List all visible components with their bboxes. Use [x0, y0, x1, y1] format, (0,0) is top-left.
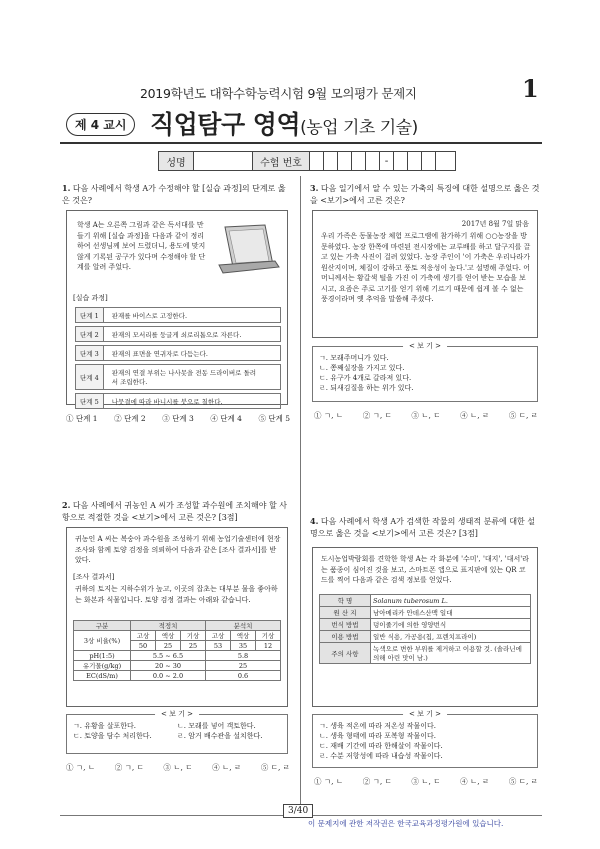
q1-section-label: [실습 과정]: [73, 294, 108, 302]
q1-step-tag: 단계 1: [76, 308, 104, 322]
table-cell: Solanum tuberosum L.: [371, 595, 531, 607]
id-digit[interactable]: [352, 152, 366, 170]
page-total: 40: [296, 806, 309, 816]
table-cell: 25: [206, 661, 281, 671]
choice[interactable]: ① ㄱ, ㄴ: [314, 411, 344, 420]
table-cell: 원 산 지: [320, 607, 371, 619]
exam-title: 2019학년도 대학수학능력시험 9월 모의평가 문제지: [140, 86, 417, 101]
q2-bogi-box: [66, 710, 288, 754]
choice[interactable]: ③ ㄴ, ㄷ: [411, 411, 441, 420]
bogi-item: ㄹ. 암거 배수관을 설치한다.: [177, 732, 263, 740]
q4-stem-text: 다음 사례에서 학생 A가 검색한 작물의 생태적 분류에 대한 설명으로 옳은 것을 <보기>에서 고른 것은? [3점]: [310, 517, 536, 538]
q1-step-tag: 단계 3: [76, 346, 104, 360]
id-digit[interactable]: [436, 152, 455, 170]
id-digit[interactable]: [394, 152, 408, 170]
subject-title: [150, 105, 418, 141]
choice[interactable]: ① 단계 1: [66, 414, 98, 423]
table-cell: 덩이줄기에 의한 영양번식: [371, 619, 531, 631]
page-marker: 1: [522, 74, 539, 103]
q2-paragraph: 귀농인 A 씨는 복숭아 과수원을 조성하기 위해 농업기술센터에 현장 조사와 함께 토양 검정을 의뢰하여 다음과 같은 [조사 결과서]를 받았다.: [75, 535, 281, 564]
id-dash: -: [380, 152, 394, 170]
page-current: 3: [288, 806, 294, 816]
choice[interactable]: ① ㄱ, ㄴ: [314, 777, 344, 786]
bogi-item: ㄴ. 생육 형태에 따라 포복형 작물이다.: [319, 732, 437, 740]
table-cell: 고상: [206, 631, 231, 641]
subject-main: 직업탐구 영역: [150, 110, 301, 139]
table-cell: 12: [256, 641, 281, 651]
choice[interactable]: ② ㄱ, ㄷ: [362, 777, 392, 786]
table-cell: 녹색으로 변한 부위를 제거하고 이용할 것. (솔라닌에 의해 아린 맛이 남.): [371, 643, 531, 664]
choice[interactable]: ⑤ ㄷ, ㄹ: [508, 411, 538, 420]
table-header: 구분: [74, 621, 131, 631]
bogi-item: ㄴ. 쫑째실장을 가지고 있다.: [319, 364, 405, 372]
table-cell: 25: [156, 641, 181, 651]
table-cell: 액상: [156, 631, 181, 641]
choice[interactable]: ④ 단계 4: [210, 414, 242, 423]
bogi-item: ㄱ. 생육 적온에 따라 저온성 작물이다.: [319, 722, 437, 730]
table-cell: 53: [206, 641, 231, 651]
q2-case-box: [66, 527, 288, 707]
q4-paragraph: 도시농업박람회를 견학한 학생 A는 각 화분에 '수미', '대지', '대서'라는 품종이 심어진 것을 보고, 스마트폰 앱으로 표지판에 있는 QR 코드를 찍어 다음과 같은 검색 정보를 얻었다.: [321, 555, 529, 584]
q1-step: [75, 307, 281, 323]
table-cell: 학 명: [320, 595, 371, 607]
id-digit[interactable]: [338, 152, 352, 170]
choice[interactable]: ② ㄱ, ㄷ: [114, 763, 144, 772]
q3-choices: [314, 410, 538, 421]
q1-choices: [66, 413, 290, 424]
q1-stem: [62, 183, 290, 206]
q4-choices: [314, 776, 538, 787]
copyright-notice: 이 문제지에 관한 저작권은 한국교육과정평가원에 있습니다.: [308, 819, 504, 828]
table-cell: 35: [231, 641, 256, 651]
q2-paragraph2: 귀하의 토지는 지하수위가 높고, 이곳의 잡초는 대부분 물을 좋아하는 화본과 식물입니다. 토양 검정 결과는 아래와 같습니다.: [75, 585, 278, 604]
period-badge: 제 4 교시: [66, 113, 135, 136]
q3-bogi-box: [312, 342, 538, 402]
id-label: 수험 번호: [253, 152, 310, 170]
q1-case-box: [66, 210, 288, 405]
bogi-item: ㄱ. 유황을 살포한다.: [73, 722, 136, 730]
q4-case-box: [312, 547, 538, 707]
table-cell: 일반 식용, 가공용(칩, 프렌치프라이): [371, 631, 531, 643]
q1-step-tag: 단계 5: [76, 394, 104, 408]
bogi-item: ㄹ. 되새김질을 하는 위가 있다.: [319, 384, 414, 392]
q1-step-text: 판재를 바이스로 고정한다.: [111, 311, 188, 320]
choice[interactable]: ③ 단계 3: [162, 414, 194, 423]
bogi-item: ㄹ. 수분 저항성에 따라 내습성 작물이다.: [319, 752, 443, 760]
bogi-item: ㄷ. 재배 기간에 따라 한해살이 작물이다.: [319, 742, 443, 750]
choice[interactable]: ⑤ ㄷ, ㄹ: [508, 777, 538, 786]
table-header: 분석치: [206, 621, 281, 631]
id-digit[interactable]: [408, 152, 422, 170]
table-cell: EC(dS/m): [74, 671, 131, 681]
table-cell: 남아메리카 안데스산맥 일대: [371, 607, 531, 619]
bogi-item: ㄴ. 모래를 넣어 객토한다.: [177, 722, 256, 730]
id-digit[interactable]: [422, 152, 436, 170]
page-number: 3/40: [283, 804, 313, 818]
column-divider: [300, 176, 301, 816]
choice[interactable]: ④ ㄴ, ㄹ: [212, 763, 242, 772]
header-rule: [60, 142, 542, 144]
id-digit[interactable]: [310, 152, 324, 170]
q1-paragraph: 학생 A는 오른쪽 그림과 같은 독서대를 만들기 위해 [실습 과정]을 다음과 같이 정리하여 선생님께 보여 드렸더니, 용도에 맞지 않게 기록된 공구가 있다며 수정해야 할 단계를 알려 주었다.: [77, 221, 206, 271]
choice[interactable]: ① ㄱ, ㄴ: [66, 763, 96, 772]
bogi-item: ㄱ. 모래주머니가 있다.: [319, 354, 389, 362]
q3-stem-text: 다음 일기에서 알 수 있는 가축의 특징에 대한 설명으로 옳은 것을 <보기>에서 고른 것은?: [310, 184, 540, 205]
choice[interactable]: ④ ㄴ, ㄹ: [460, 777, 490, 786]
q1-step: [75, 393, 281, 409]
table-cell: 유기물(g/kg): [74, 661, 131, 671]
choice[interactable]: ③ ㄴ, ㄷ: [411, 777, 441, 786]
q1-stem-text: 다음 사례에서 학생 A가 수정해야 할 [실습 과정]의 단계로 옳은 것은?: [62, 184, 286, 205]
table-cell: pH(1:5): [74, 651, 131, 661]
bogi-title: < 보 기 >: [403, 709, 447, 719]
q1-step-list: [75, 307, 281, 412]
table-cell: 0.6: [206, 671, 281, 681]
q4-number: 4.: [310, 516, 319, 526]
table-cell: 5.5 ~ 6.5: [131, 651, 206, 661]
q1-step-tag: 단계 2: [76, 327, 104, 341]
choice[interactable]: ⑤ 단계 5: [258, 414, 290, 423]
table-cell: 25: [181, 641, 206, 651]
bogi-item: ㄷ. 토양을 담수 처리한다.: [73, 732, 152, 740]
q3-diary-box: [312, 210, 538, 338]
table-cell: 액상: [231, 631, 256, 641]
choice[interactable]: ② 단계 2: [114, 414, 146, 423]
name-id-box: [158, 151, 456, 171]
q2-number: 2.: [62, 500, 71, 510]
q1-step-text: 판재의 표면을 연귀자로 다듬는다.: [111, 349, 208, 358]
q1-number: 1.: [62, 183, 71, 193]
crop-info-table: [319, 594, 531, 664]
q4-bogi-box: [312, 710, 538, 768]
table-cell: 이용 방법: [320, 631, 371, 643]
q3-paragraph: 우리 가족은 동물농장 체험 프로그램에 참가하기 위해 ○○농장을 방문하였다. 농장 한쪽에 마련된 전시장에는 교루배를 하고 달구지를 끌고 있는 가축 사진이 걸려 있었다. 농장 주인이 '이 가축은 우리나라가 원산지이며, 체질이 강하고 풍토 적응성이 높다.'고 설명해 주었다. 어머니께서는 황갈색 털을 가진 이 가축에 생기를 얻어 받는 모습을 보시고, 요즘은 주로 고기를 얻기 위해 기르기 때문에 쉽게 볼 수 없는 풍경이라며 옛 추억을 말씀해 주셨다.: [321, 232, 531, 303]
q2-stem: [62, 500, 290, 523]
id-digit[interactable]: [324, 152, 338, 170]
table-cell: 0.0 ~ 2.0: [131, 671, 206, 681]
table-header: 적정치: [131, 621, 206, 631]
q2-stem-text: 다음 사례에서 귀농인 A 씨가 조성할 과수원에 조치해야 할 사항으로 적절한 것을 <보기>에서 고른 것은? [3점]: [62, 501, 288, 522]
table-cell: 기상: [256, 631, 281, 641]
q1-step-tag: 단계 4: [76, 365, 104, 389]
bogi-title: < 보 기 >: [155, 709, 199, 719]
choice[interactable]: ② ㄱ, ㄷ: [362, 411, 392, 420]
q3-number: 3.: [310, 183, 319, 193]
table-cell: 주의 사항: [320, 643, 371, 664]
table-cell: 20 ~ 30: [131, 661, 206, 671]
name-field[interactable]: [194, 152, 253, 170]
reading-stand-illustration: [215, 221, 281, 277]
table-cell: 번식 방법: [320, 619, 371, 631]
q1-step-text: 판재의 모서리를 둥글게 쇠로리톱으로 자른다.: [111, 330, 242, 339]
name-label: 성명: [159, 152, 194, 170]
choice[interactable]: ④ ㄴ, ㄹ: [460, 411, 490, 420]
subject-sub: (농업 기초 기술): [300, 118, 418, 138]
q4-stem: [310, 516, 540, 539]
bogi-title: < 보 기 >: [403, 341, 447, 351]
q2-section-label: [조사 결과서]: [73, 573, 115, 581]
q1-step: [75, 326, 281, 342]
q3-date: 2017년 8월 7일 맑음: [461, 220, 529, 228]
table-cell: 50: [131, 641, 156, 651]
id-digit[interactable]: [366, 152, 380, 170]
q1-step: [75, 345, 281, 361]
table-cell: 기상: [181, 631, 206, 641]
q1-step: [75, 364, 281, 390]
table-cell: 고상: [131, 631, 156, 641]
choice[interactable]: ⑤ ㄷ, ㄹ: [260, 763, 290, 772]
choice[interactable]: ③ ㄴ, ㄷ: [163, 763, 193, 772]
bogi-item: ㄷ. 유구가 4개로 갈라져 있다.: [319, 374, 412, 382]
table-cell: 5.8: [206, 651, 281, 661]
q3-stem: [310, 183, 540, 206]
q2-choices: [66, 762, 290, 773]
q1-step-text: 판재의 연결 부위는 나사못을 전동 드라이버로 돌려서 조립한다.: [111, 369, 257, 386]
soil-table: [73, 620, 281, 681]
table-cell: 3상 비율(%): [74, 631, 131, 651]
q1-step-text: 나뭇결에 따라 바니시를 붓으로 칠한다.: [111, 397, 223, 406]
